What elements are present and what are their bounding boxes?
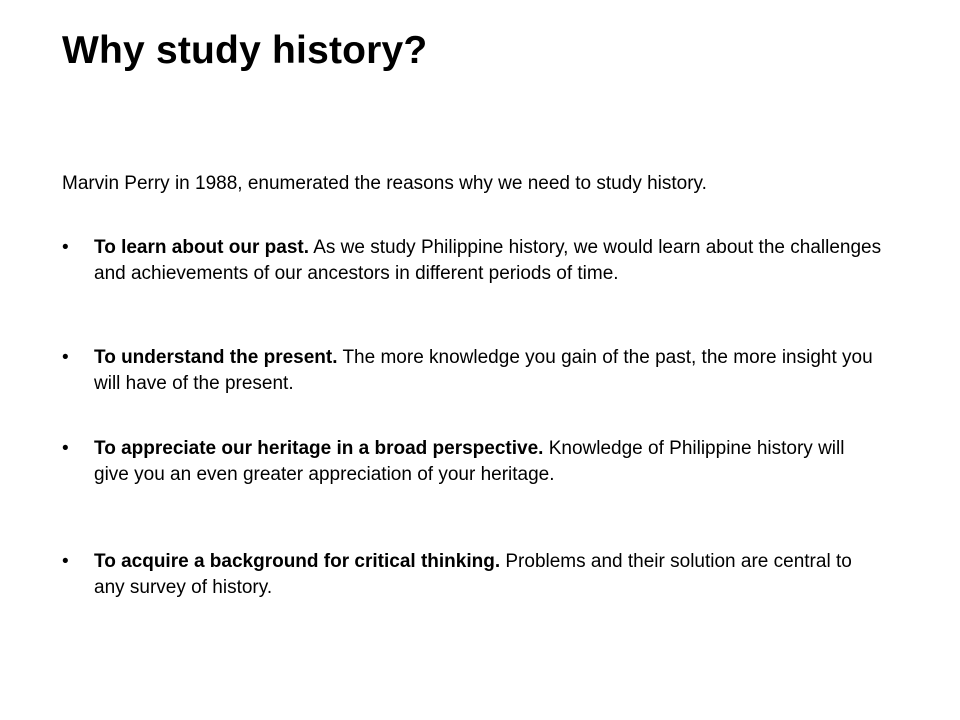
bullet-lead: To acquire a background for critical thinking. [94, 551, 501, 572]
bullet-lead: To understand the present. [94, 347, 338, 368]
bullet-body: As we study Philippine history, we would learn about the challenges and achievements of our ancestors in different periods of time. [94, 237, 882, 284]
bullet-item-learn-past [62, 235, 882, 287]
slide-title: Why study history? [62, 29, 428, 72]
bullet-body: The more knowledge you gain of the past, the more insight you will have of the present. [94, 347, 873, 394]
bullet-item-understand-present [62, 345, 882, 397]
bullet-text [94, 549, 882, 601]
bullet-dot-icon: • [62, 438, 69, 459]
bullet-lead: To learn about our past. [94, 237, 309, 258]
bullet-text [94, 345, 882, 397]
bullet-body: Problems and their solution are central to any survey of history. [94, 551, 852, 598]
bullet-item-appreciate-heritage [62, 436, 882, 488]
bullet-dot-icon: • [62, 551, 69, 572]
bullet-text [94, 235, 882, 287]
bullet-dot-icon: • [62, 347, 69, 368]
bullet-lead: To appreciate our heritage in a broad perspective. [94, 438, 544, 459]
bullet-dot-icon: • [62, 237, 69, 258]
bullet-item-critical-thinking [62, 549, 882, 601]
intro-text: Marvin Perry in 1988, enumerated the reasons why we need to study history. [62, 173, 707, 194]
bullet-body: Knowledge of Philippine history will give you an even greater appreciation of your heritage. [94, 438, 845, 485]
bullet-text [94, 436, 882, 488]
